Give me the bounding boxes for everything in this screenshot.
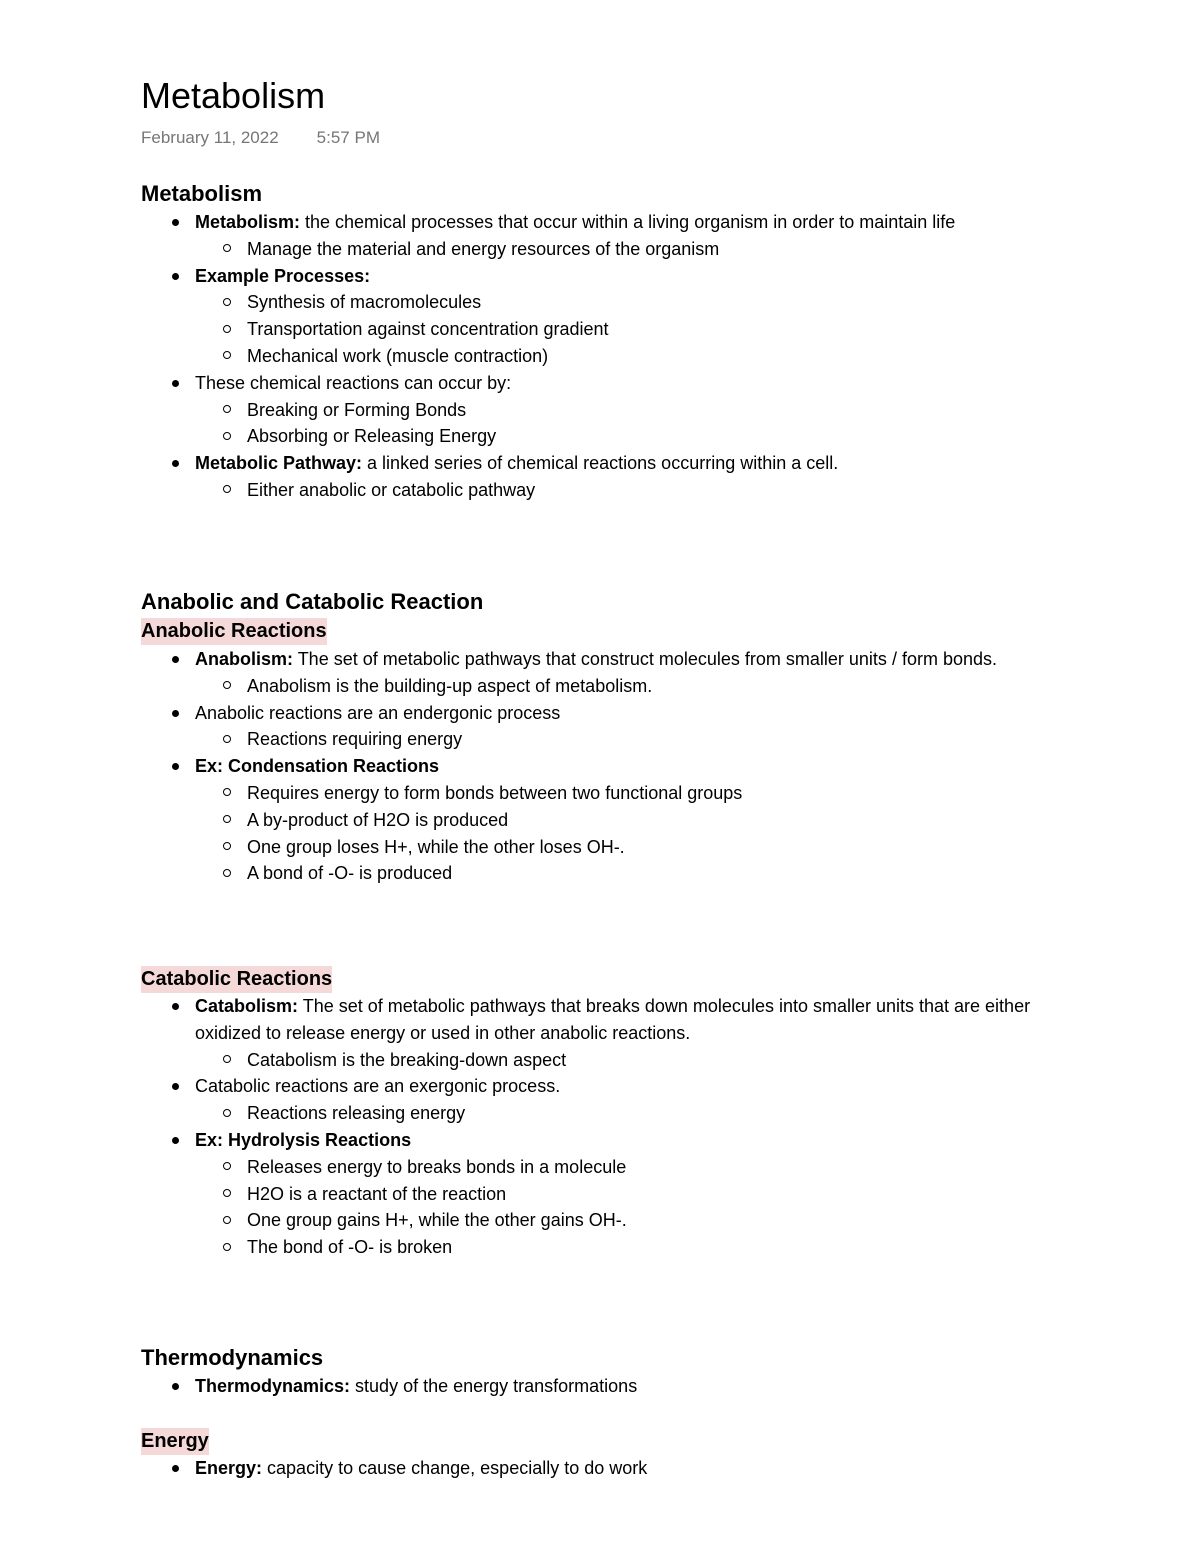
list-item	[195, 1073, 1071, 1127]
item-text: study of the energy transformations	[350, 1376, 638, 1396]
sub-list-item: Catabolism is the breaking-down aspect	[247, 1047, 1071, 1074]
term-label: Thermodynamics:	[195, 1376, 351, 1396]
list-item	[195, 1455, 1071, 1482]
term-label: Metabolic Pathway:	[195, 453, 363, 474]
sub-list	[195, 236, 1071, 263]
sub-list-item: Manage the material and energy resources of the organism	[247, 236, 1071, 263]
list-item	[195, 209, 1071, 263]
item-text: capacity to cause change, especially to do work	[262, 1458, 648, 1478]
bullet-list	[141, 209, 1071, 504]
item-text: Anabolic reactions are an endergonic process	[195, 702, 561, 723]
page-time: 5:57 PM	[316, 128, 380, 147]
section-anabolic-catabolic	[141, 587, 1071, 887]
term-label: Example Processes:	[195, 265, 371, 286]
sub-list-item: A by-product of H2O is produced	[247, 807, 1071, 834]
sub-list-item: Absorbing or Releasing Energy	[247, 423, 1071, 450]
item-text: a linked series of chemical reactions occurring within a cell.	[362, 453, 839, 474]
section-energy	[141, 1428, 1071, 1482]
term-label: Anabolism:	[195, 649, 294, 669]
subsection-heading: Anabolic Reactions	[141, 618, 327, 645]
bullet-list	[141, 1373, 1071, 1400]
section-thermodynamics	[141, 1343, 1071, 1400]
term-label: Energy:	[195, 1458, 263, 1478]
sub-list-item: Mechanical work (muscle contraction)	[247, 343, 1071, 370]
sub-list-item: Synthesis of macromolecules	[247, 289, 1071, 316]
sub-list-item: Anabolism is the building-up aspect of metabolism.	[247, 673, 1071, 700]
sub-list	[195, 1154, 1071, 1261]
item-text: The set of metabolic pathways that breaks down molecules into smaller units that are either oxidized to release energy or used in other anabolic reactions.	[195, 996, 1031, 1043]
sub-list	[195, 1047, 1071, 1074]
bullet-list	[141, 993, 1071, 1261]
term-label: Ex: Condensation Reactions	[195, 756, 440, 777]
list-item	[195, 646, 1071, 700]
sub-list	[195, 726, 1071, 753]
section-heading: Metabolism	[141, 181, 263, 206]
sub-list-item: H2O is a reactant of the reaction	[247, 1181, 1071, 1208]
list-item	[195, 700, 1071, 754]
item-text: Catabolic reactions are an exergonic process.	[195, 1076, 561, 1097]
term-label: Ex: Hydrolysis Reactions	[195, 1129, 412, 1150]
bullet-list	[141, 646, 1071, 887]
sub-list-item: Releases energy to breaks bonds in a molecule	[247, 1154, 1071, 1181]
sub-list	[195, 397, 1071, 451]
term-label: Catabolism:	[195, 996, 299, 1016]
sub-list-item: Reactions requiring energy	[247, 726, 1071, 753]
page-date: February 11, 2022	[141, 128, 279, 147]
sub-list	[195, 673, 1071, 700]
section-catabolic	[141, 966, 1071, 1261]
sub-list	[195, 289, 1071, 369]
sub-list-item: One group gains H+, while the other gains OH-.	[247, 1207, 1071, 1234]
sub-list-item: The bond of -O- is broken	[247, 1234, 1071, 1261]
list-item	[195, 370, 1071, 450]
sub-list	[195, 1100, 1071, 1127]
sub-list-item: Breaking or Forming Bonds	[247, 397, 1071, 424]
section-metabolism	[141, 179, 1071, 504]
section-heading: Thermodynamics	[141, 1345, 324, 1370]
sub-list-item: A bond of -O- is produced	[247, 860, 1071, 887]
term-label: Metabolism:	[195, 212, 301, 232]
page-title: Metabolism	[141, 75, 326, 116]
sub-list-item: One group loses H+, while the other loses OH-.	[247, 834, 1071, 861]
list-item	[195, 993, 1071, 1073]
page-meta	[141, 126, 380, 150]
item-text: These chemical reactions can occur by:	[195, 372, 512, 393]
sub-list-item: Either anabolic or catabolic pathway	[247, 477, 1071, 504]
sub-list-item: Reactions releasing energy	[247, 1100, 1071, 1127]
item-text: The set of metabolic pathways that construct molecules from smaller units / form bonds.	[293, 649, 997, 669]
sub-list-item: Requires energy to form bonds between two functional groups	[247, 780, 1071, 807]
bullet-list	[141, 1455, 1071, 1482]
subsection-heading: Catabolic Reactions	[141, 966, 332, 993]
sub-list	[195, 780, 1071, 887]
sub-list	[195, 477, 1071, 504]
subsection-heading: Energy	[141, 1428, 209, 1455]
sub-list-item: Transportation against concentration gradient	[247, 316, 1071, 343]
list-item	[195, 1127, 1071, 1261]
item-text: the chemical processes that occur within a living organism in order to maintain life	[300, 212, 956, 232]
list-item	[195, 1373, 1071, 1400]
section-heading: Anabolic and Catabolic Reaction	[141, 589, 484, 614]
list-item	[195, 263, 1071, 370]
list-item	[195, 450, 1071, 504]
list-item	[195, 753, 1071, 887]
